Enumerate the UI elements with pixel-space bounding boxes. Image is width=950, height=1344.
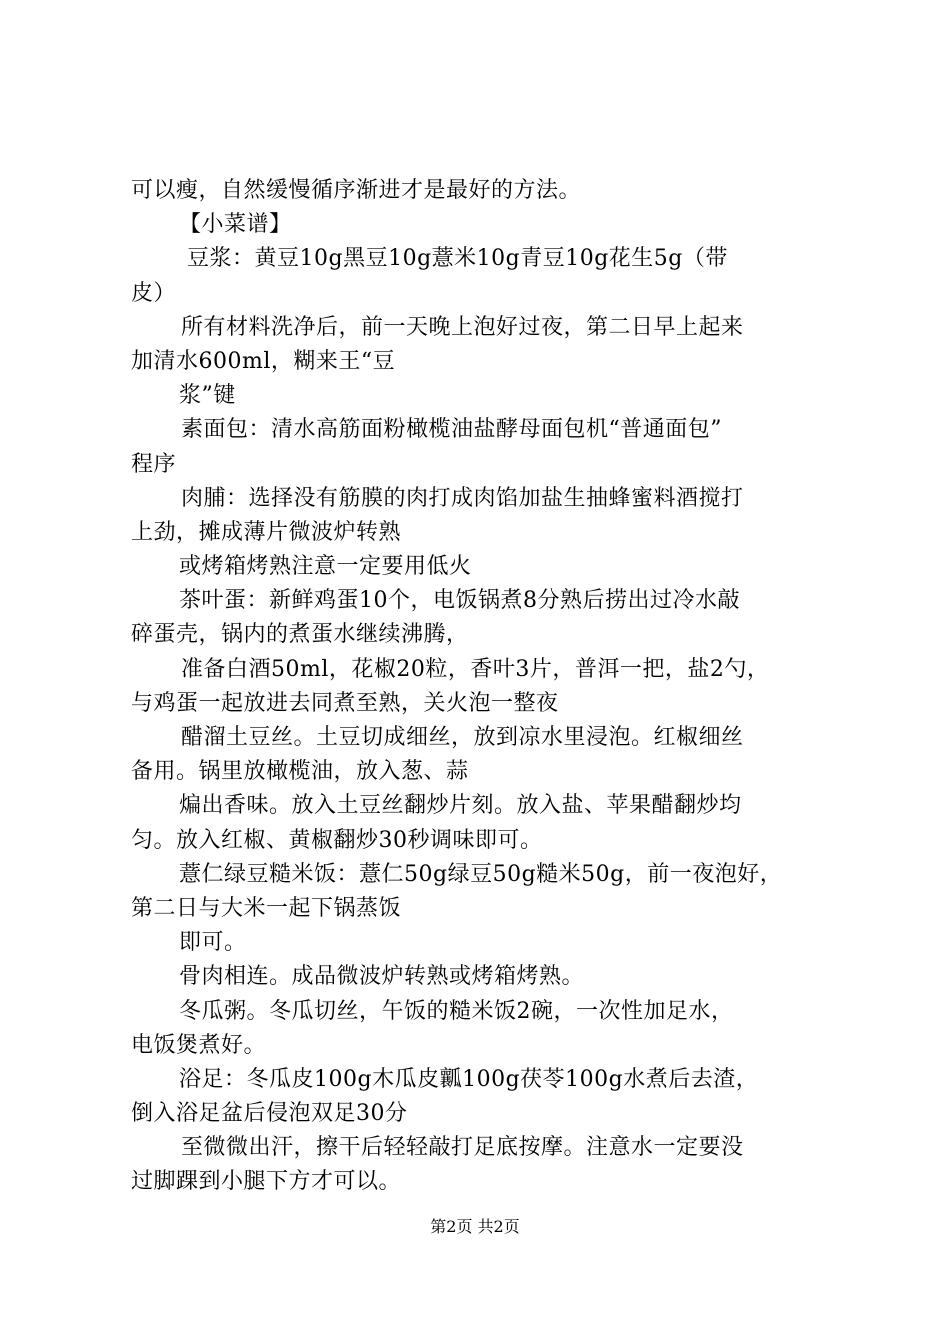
text-line: 可以瘦，自然缓慢循序渐进才是最好的方法。 (131, 178, 582, 203)
text-line: 过脚踝到小腿下方才可以。 (131, 1169, 402, 1195)
text-line: 醋溜土豆丝。土豆切成细丝，放到凉水里浸泡。红椒细丝 (181, 725, 744, 750)
text-line: 所有材料洗净后，前一天晚上泡好过夜，第二日早上起来 (181, 314, 744, 340)
page-footer: 第2页 共2页 (430, 1217, 520, 1236)
text-line: 煸出香味。放入土豆丝翻炒片刻。放入盐、苹果醋翻炒均 (179, 793, 742, 819)
text-line: 匀。放入红椒、黄椒翻炒30秒调味即可。 (131, 827, 543, 853)
text-line: 豆浆：黄豆10g黑豆10g薏米10g青豆10g花生5g（带 (187, 246, 728, 272)
text-line: 准备白酒50ml，花椒20粒，香叶3片，普洱一把，盐2勺， (181, 656, 770, 682)
text-line: 加清水600ml，糊来王“豆 (131, 348, 396, 374)
document-body (131, 174, 831, 1200)
text-line: 茶叶蛋：新鲜鸡蛋10个，电饭锅煮8分熟后捞出过冷水敲 (179, 588, 740, 614)
text-line: 碎蛋壳，锅内的煮蛋水继续沸腾， (131, 622, 469, 648)
text-line: 浴足：冬瓜皮100g木瓜皮瓤100g茯苓100g水煮后去渣， (179, 1066, 759, 1092)
text-line: 肉脯：选择没有筋膜的肉打成肉馅加盐生抽蜂蜜料酒搅打 (181, 485, 744, 511)
text-line: 倒入浴足盆后侵泡双足30分 (131, 1101, 408, 1127)
text-line: 冬瓜粥。冬瓜切丝，午饭的糙米饭2碗，一次性加足水， (179, 998, 734, 1024)
text-line: 或烤箱烤熟注意一定要用低火 (179, 554, 472, 580)
text-line: 即可。 (179, 930, 247, 956)
text-line: 上劲，摊成薄片微波炉转熟 (131, 519, 402, 545)
text-line: 电饭煲煮好。 (131, 1032, 267, 1058)
text-line: 皮） (131, 280, 177, 306)
text-line: 备用。锅里放橄榄油，放入葱、蒜 (131, 759, 469, 785)
text-line: 与鸡蛋一起放进去同煮至熟，关火泡一整夜 (131, 690, 559, 716)
section-heading: 【小菜谱】 (179, 212, 292, 238)
text-line: 至微微出汗，擦干后轻轻敲打足底按摩。注意水一定要没 (181, 1135, 744, 1161)
text-line: 程序 (131, 451, 177, 477)
text-line: 薏仁绿豆糙米饭：薏仁50g绿豆50g糙米50g，前一夜泡好， (179, 861, 783, 887)
text-line: 骨肉相连。成品微波炉转熟或烤箱烤熟。 (179, 964, 585, 990)
text-line: 素面包：清水高筋面粉橄榄油盐酵母面包机“普通面包” (181, 417, 722, 443)
text-line: 浆”键 (179, 383, 236, 409)
text-line: 第二日与大米一起下锅蒸饭 (131, 895, 402, 921)
